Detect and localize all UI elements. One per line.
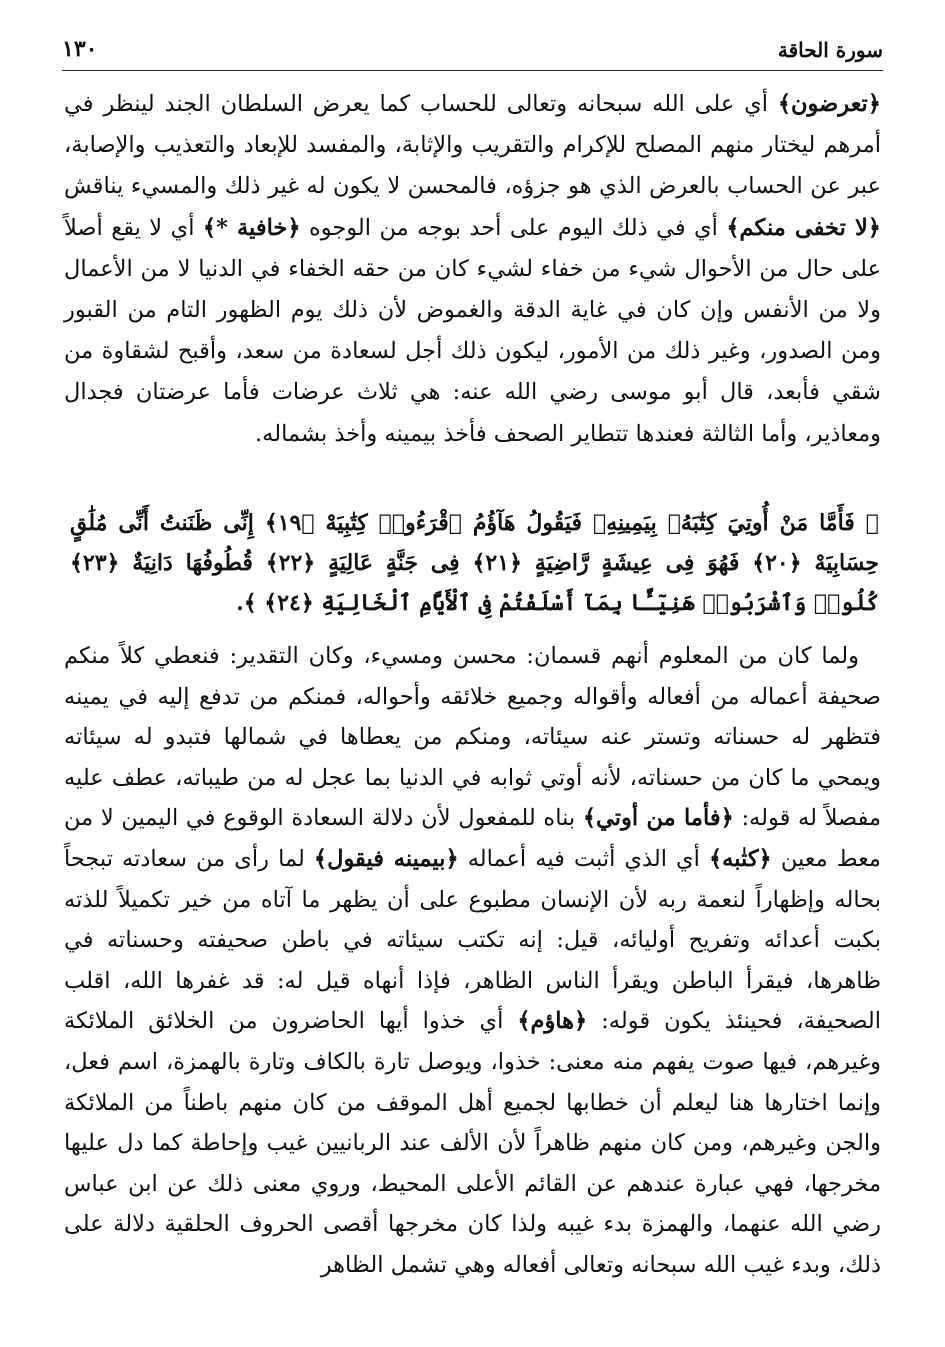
commentary-text: بناه للمفعول لأن دلالة السعادة الوقوع في اليمين لا من معط معين — [64, 805, 881, 872]
paragraph-text — [64, 636, 881, 1286]
quoted-verse-fragment: ﴿تعرضون﴾ — [777, 91, 881, 117]
quoted-verse-fragment: ﴿هاؤم﴾ — [517, 1008, 588, 1035]
commentary-text: ولما كان من المعلوم أنهم قسمان: محسن ومسيء، وكان التقدير: فنعطي كلاً منكم صحيفة أعماله من أفعاله وأقواله وجميع خلائقه وأحواله، فمنكم من تدفع إليه في يمينه فتظهر له حسناته وتستر عنه سيئاته، ومنكم من يعطاها في شمالها فتبدو له سيئاته ويمحي ما كان من حسناته، لأنه أوتي ثوابه في الدنيا بما عجل له من طيباته، عطف عليه مفصلاً له قوله: — [64, 643, 882, 832]
commentary-paragraph-2 — [64, 636, 881, 1286]
quoted-verse-fragment: ﴿كتٰبه﴾ — [709, 845, 772, 872]
surah-title: سورة الحاقة — [777, 38, 883, 62]
quran-verse-block — [70, 503, 879, 623]
commentary-text: أي لا يقع أصلاً على حال من الأحوال شيء من خفاء لشيء كان من حقه الخفاء في الدنيا لا من الأعمال ولا من الأنفس وإن كان في غاية الدقة والغموض لأن ذلك يوم الظهور التام من القبور ومن الصدور، وغير ذلك من الأمور، ليكون ذلك أجل لسعادة من سعد، وأقبح لشقاوة من شقي فأبعد، قال أبو موسى رضي الله عنه: هي ثلاث عرضات فأما عرضتان فجدال ومعاذير، وأما الثالثة فعندها تتطاير الصحف فأخذ بيمينه وأخذ بشماله. — [64, 214, 881, 447]
page-header — [62, 34, 883, 71]
quoted-verse-fragment: ﴿فأما من أوتي﴾ — [582, 805, 734, 832]
commentary-paragraph-1 — [64, 84, 881, 455]
commentary-text: أي على الله سبحانه وتعالى للحساب كما يعرض السلطان الجند لينظر في أمرهم ليختار منهم المصلح للإكرام والتقريب والإثابة، والمفسد للإبعاد والتعذيب والإصابة، عبر عن الحساب بالعرض الذي هو جزؤه، فالمحسن لا يكون له غير ذلك والمسيء يناقش — [64, 91, 881, 200]
quoted-verse-fragment: ﴿خافية *﴾ — [202, 214, 301, 241]
page-number: ١٣٠ — [62, 36, 98, 62]
commentary-text: أي خذوا أيها الحاضرون من الخلائق الملائكة وغيرهم، فيها صوت يفهم منه معنى: خذوا، ويوصل تارة بالكاف وتارة بالهمزة، اسم فعل، وإنما اختارها هنا ليعلم أن خطابها لجميع أهل الموقف من كان منهم باطناً من الملائكة والجن وغيرهم، ومن كان منهم ظاهراً لأن الألف عند الربانيين غيب وإحاطة كما دل عليها مخرجها، فهي عبارة عندهم عن القائم الأعلى المحيط، وروي معنى ذلك عن ابن عباس رضي الله عنهما، والهمزة بدء غيبه ولذا كان مخرجها أقصى الحروف الحلقية دلالة على ذلك، وبدء غيب الله سبحانه وتعالى أفعاله وهي تشمل الظاهر — [64, 1008, 881, 1278]
commentary-text: أي الذي أثبت فيه أعماله — [458, 845, 709, 872]
paragraph-text — [64, 84, 881, 455]
quoted-verse-fragment: ﴿لا تخفى منكم﴾ — [726, 214, 881, 241]
quran-verse-text: ﴿ فَأَمَّا مَنْ أُوتِيَ كِتَٰبَهُۥ بِيَمِينِهِۦ فَيَقُولُ هَآؤُمُ ٱقْرَءُوا۟ كِتَٰبِيَهْ ﴿١٩﴾ إِنِّى ظَنَنتُ أَنِّى مُلَٰقٍ حِسَابِيَهْ ﴿٢٠﴾ فَهُوَ فِى عِيشَةٍ رَّاضِيَةٍ ﴿٢١﴾ فِى جَنَّةٍ عَالِيَةٍ ﴿٢٢﴾ قُطُوفُهَا دَانِيَةٌ ﴿٢٣﴾ كُلُوا۟ وَٱشْرَبُوا۟ هَنِيٓـًٔا بِمَآ أَسْلَفْتُمْ فِى ٱلْأَيَّامِ ٱلْخَالِيَةِ ﴿٢٤﴾ ﴾. — [70, 510, 879, 616]
commentary-text: لما رأى من سعادته تبجحاً بحاله وإظهاراً لنعمة ربه لأن الإنسان مطبوع على أن يظهر ما آتاه من خير تكميلاً للذته بكبت أعدائه وتفريح أوليائه، قيل: إنه تكتب سيئاته في باطن صحيفته وحسناته في ظاهرها، فيقرأ الباطن ويقرأ الناس الظاهر، فإذا أنهاه قيل له: قد غفرها الله، اقلب الصحيفة، فحينئذ يكون قوله: — [64, 845, 881, 1035]
quoted-verse-fragment: ﴿بيمينه فيقول﴾ — [313, 845, 459, 872]
commentary-text: أي في ذلك اليوم على أحد بوجه من الوجوه — [300, 214, 727, 241]
